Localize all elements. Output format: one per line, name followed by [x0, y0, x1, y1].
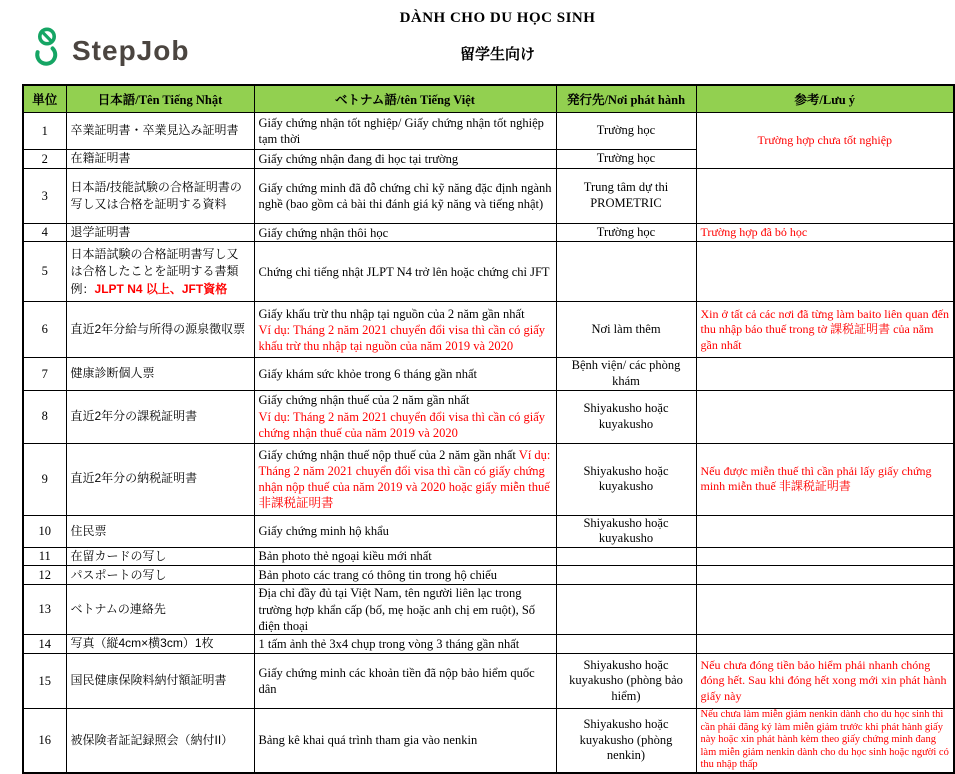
- table-row: [23, 566, 954, 585]
- vi-name-cell: Bản photo thẻ ngoại kiều mới nhất: [254, 547, 556, 565]
- vi-name-text: Giấy chứng nhận thuế của 2 năm gần nhất: [258, 393, 470, 408]
- table-row: [23, 709, 954, 773]
- page-subtitle: 留学生向け: [459, 46, 535, 63]
- jp-name-cell: 卒業証明書・卒業見込み証明書: [66, 113, 254, 150]
- jp-name-cell: 写真（縦4cm×横3cm）1枚: [66, 635, 254, 654]
- vi-name-cell: Giấy khám sức khỏe trong 6 tháng gần nhất: [254, 358, 556, 390]
- jp-example-line: [71, 281, 250, 298]
- issuer-cell: Trường học: [556, 224, 696, 242]
- jp-example-red-text: JLPT N4 以上、JFT資格: [94, 281, 228, 296]
- vi-name-cell: Chứng chỉ tiếng nhật JLPT N4 trở lên hoặc chứng chỉ JFT: [254, 242, 556, 302]
- table-row: [23, 169, 954, 224]
- table-row: [23, 242, 954, 302]
- row-number: 3: [23, 169, 66, 224]
- issuer-cell: Nơi làm thêm: [556, 302, 696, 358]
- vi-name-cell: Giấy chứng minh đã đỗ chứng chỉ kỹ năng đặc định ngành nghề (bao gồm cả bài thi đánh giá kỹ năng và tiếng nhật): [254, 169, 556, 224]
- row-number: 13: [23, 585, 66, 635]
- vi-name-cell: Giấy chứng minh các khoản tiền đã nộp bảo hiểm quốc dân: [254, 654, 556, 709]
- row-number: 7: [23, 358, 66, 390]
- note-cell: Trường hợp chưa tốt nghiệp: [696, 113, 954, 169]
- note-cell: [696, 390, 954, 443]
- vi-name-cell: Bản photo các trang có thông tin trong hộ chiếu: [254, 566, 556, 585]
- vi-name-cell: [254, 302, 556, 358]
- row-number: 1: [23, 113, 66, 150]
- jp-name-cell: 被保険者証記録照会（納付II）: [66, 709, 254, 773]
- note-cell: [696, 547, 954, 565]
- vi-name-cell: [254, 443, 556, 515]
- jp-name-cell: 在留カードの写し: [66, 547, 254, 565]
- jp-name-cell: 日本語/技能試験の合格証明書の写し又は合格を証明する資料: [66, 169, 254, 224]
- issuer-cell: Trung tâm dự thi PROMETRIC: [556, 169, 696, 224]
- row-number: 15: [23, 654, 66, 709]
- issuer-cell: [556, 635, 696, 654]
- jp-name-cell: 退学証明書: [66, 224, 254, 242]
- row-number: 11: [23, 547, 66, 565]
- note-cell: Nếu chưa đóng tiền bảo hiểm phải nhanh chóng đóng hết. Sau khi đóng hết xong mới xin phát hành giấy này: [696, 654, 954, 709]
- header-note: 参考/Lưu ý: [696, 85, 954, 113]
- table-row: [23, 515, 954, 547]
- note-cell: Nếu chưa làm miễn giảm nenkin dành cho du học sinh thì cần phải đăng ký làm miễn giảm trước khi phát hành giấy này hoặc xin phát hành kèm theo giấy chứng minh đang làm miễn giảm nenkin dành cho du học sinh hoặc người có thu nhập thấp: [696, 709, 954, 773]
- page-title: DÀNH CHO DU HỌC SINH: [399, 10, 596, 26]
- vi-name-cell: Giấy chứng nhận tốt nghiệp/ Giấy chứng nhận tốt nghiệp tạm thời: [254, 113, 556, 150]
- note-cell: Nếu được miễn thuế thì cần phải lấy giấy chứng minh miễn thuế 非課税証明書: [696, 443, 954, 515]
- row-number: 9: [23, 443, 66, 515]
- jp-name-cell: 住民票: [66, 515, 254, 547]
- issuer-cell: [556, 242, 696, 302]
- row-number: 14: [23, 635, 66, 654]
- vi-name-cell: Giấy chứng nhận thôi học: [254, 224, 556, 242]
- note-cell: [696, 169, 954, 224]
- issuer-cell: Shiyakusho hoặc kuyakusho: [556, 390, 696, 443]
- vi-example-red-text: Ví dụ: Tháng 2 năm 2021 chuyển đổi visa thì cần có giấy chứng nhận nộp thuế của năm 2019 và 2020 hoặc giấy miễn thuế 非課税証明書: [258, 447, 551, 511]
- header-issuer: 発行先/Nơi phát hành: [556, 85, 696, 113]
- table-row: [23, 224, 954, 242]
- table-row: [23, 654, 954, 709]
- issuer-cell: [556, 566, 696, 585]
- header-japanese-name: 日本語/Tên Tiếng Nhật: [66, 85, 254, 113]
- document-titles: [40, 10, 955, 64]
- jp-name-cell: 国民健康保険料納付額証明書: [66, 654, 254, 709]
- issuer-cell: [556, 547, 696, 565]
- note-cell: [696, 566, 954, 585]
- logo-wordmark: StepJob: [72, 34, 190, 66]
- header-vietnamese-name: ベトナム語/tên Tiếng Việt: [254, 85, 556, 113]
- row-number: 12: [23, 566, 66, 585]
- vi-name-cell: [254, 390, 556, 443]
- vi-name-text: Giấy khấu trừ thu nhập tại nguồn của 2 năm gần nhất: [258, 306, 525, 321]
- vi-name-text: Giấy chứng nhận thuế nộp thuế của 2 năm gần nhất: [258, 447, 519, 462]
- table-row: [23, 585, 954, 635]
- header-unit: 単位: [23, 85, 66, 113]
- jp-example-label: 例：: [70, 281, 95, 296]
- row-number: 5: [23, 242, 66, 302]
- row-number: 4: [23, 224, 66, 242]
- table-row: [23, 547, 954, 565]
- row-number: 8: [23, 390, 66, 443]
- note-cell: Xin ở tất cả các nơi đã từng làm baito liên quan đến thu nhập báo thuế trong tờ 課税証明書 của năm gần nhất: [696, 302, 954, 358]
- issuer-cell: Shiyakusho hoặc kuyakusho: [556, 515, 696, 547]
- vi-name-cell: Giấy chứng nhận đang đi học tại trường: [254, 150, 556, 169]
- note-cell: [696, 515, 954, 547]
- table-header-row: [23, 85, 954, 113]
- jp-name-cell: 直近2年分の課税証明書: [66, 390, 254, 443]
- jp-name-cell: [66, 242, 254, 302]
- vi-name-cell: Bảng kê khai quá trình tham gia vào nenkin: [254, 709, 556, 773]
- issuer-cell: Trường học: [556, 150, 696, 169]
- table-row: [23, 390, 954, 443]
- note-cell: [696, 242, 954, 302]
- issuer-cell: Trường học: [556, 113, 696, 150]
- vi-name-cell: Giấy chứng minh hộ khẩu: [254, 515, 556, 547]
- table-row: [23, 302, 954, 358]
- table-row: [23, 635, 954, 654]
- vi-name-cell: 1 tấm ảnh thẻ 3x4 chụp trong vòng 3 tháng gần nhất: [254, 635, 556, 654]
- row-number: 2: [23, 150, 66, 169]
- jp-name-cell: ベトナムの連絡先: [66, 585, 254, 635]
- jp-name-cell: 在籍証明書: [66, 150, 254, 169]
- issuer-cell: Shiyakusho hoặc kuyakusho (phòng bảo hiểm): [556, 654, 696, 709]
- row-number: 16: [23, 709, 66, 773]
- note-cell: Trường hợp đã bỏ học: [696, 224, 954, 242]
- issuer-cell: Shiyakusho hoặc kuyakusho: [556, 443, 696, 515]
- jp-name-cell: 直近2年分の納税証明書: [66, 443, 254, 515]
- vi-example-red-text: Ví dụ: Tháng 2 năm 2021 chuyển đổi visa thì cần có giấy khấu trừ thu nhập tại nguồn của năm 2019 và 2020: [258, 322, 546, 354]
- table-row: [23, 443, 954, 515]
- table-row: [23, 113, 954, 150]
- issuer-cell: Bệnh viện/ các phòng khám: [556, 358, 696, 390]
- jp-name-text: 日本語試験の合格証明書写し又は合格したことを証明する書類: [70, 246, 239, 279]
- vi-name-cell: Địa chỉ đầy đủ tại Việt Nam, tên người liên lạc trong trường hợp khẩn cấp (bố, mẹ hoặc anh chị em ruột), Số điện thoại: [254, 585, 556, 635]
- row-number: 6: [23, 302, 66, 358]
- note-cell: [696, 358, 954, 390]
- row-number: 10: [23, 515, 66, 547]
- vi-example-red-text: Ví dụ: Tháng 2 năm 2021 chuyển đổi visa thì cần có giấy chứng nhận thuế của năm 2019 và 2020: [258, 409, 546, 440]
- note-cell: [696, 585, 954, 635]
- jp-name-cell: 直近2年分給与所得の源泉徴収票: [66, 302, 254, 358]
- issuer-cell: [556, 585, 696, 635]
- issuer-cell: Shiyakusho hoặc kuyakusho (phòng nenkin): [556, 709, 696, 773]
- table-row: [23, 358, 954, 390]
- note-cell: [696, 635, 954, 654]
- jp-name-cell: 健康診断個人票: [66, 358, 254, 390]
- jp-name-cell: パスポートの写し: [66, 566, 254, 585]
- documents-table: [22, 84, 955, 774]
